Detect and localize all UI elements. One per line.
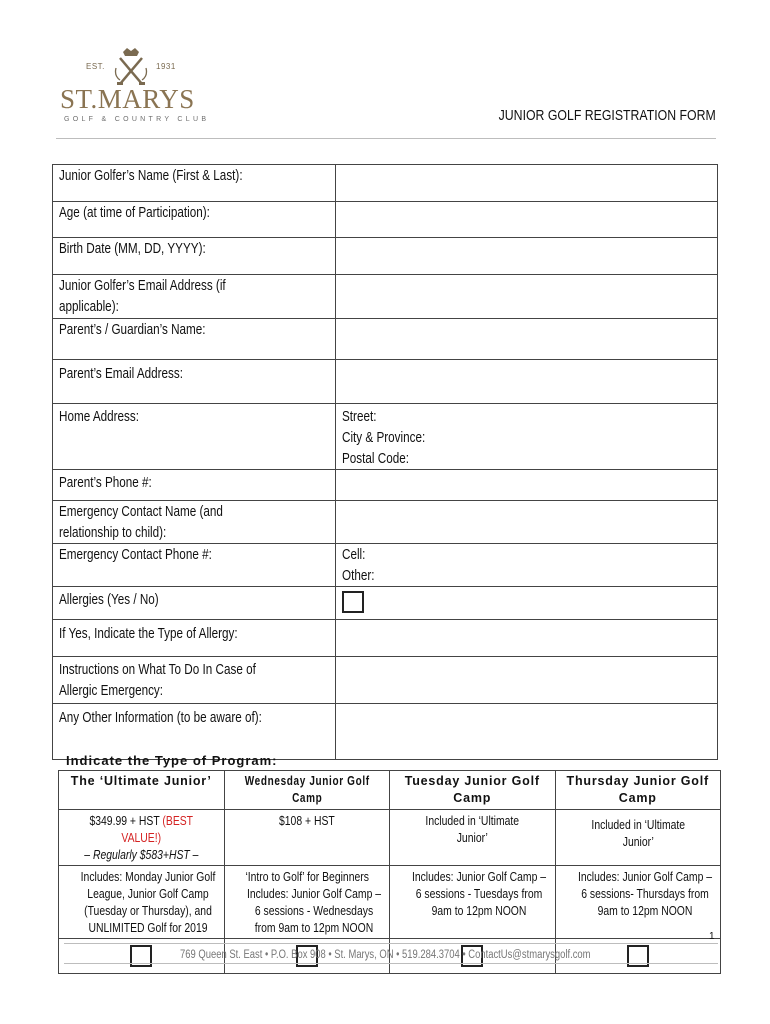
- best-value-label: (BEST VALUE!): [121, 813, 194, 845]
- table-row: [53, 319, 718, 360]
- field-label: Parent’s Phone #:: [53, 470, 336, 501]
- table-row: [53, 501, 718, 544]
- field-label: Birth Date (MM, DD, YYYY):: [53, 238, 336, 275]
- field-label: Junior Golfer’s Email Address (if applicable):: [53, 275, 336, 319]
- logo-name: ST.MARYS: [60, 84, 195, 114]
- field-label: Parent’s / Guardian’s Name:: [53, 319, 336, 360]
- other-info-input-cell[interactable]: [336, 704, 718, 760]
- program-desc-wednesday: ‘Intro to Golf’ for Beginners Includes: Junior Golf Camp – 6 sessions - Wednesdays from 9am to 12pm NOON: [224, 866, 390, 939]
- cell-label: Cell:: [342, 546, 366, 563]
- table-row: [53, 165, 718, 202]
- logo-subtitle: GOLF & COUNTRY CLUB: [64, 116, 210, 123]
- table-row: [59, 771, 721, 810]
- program-price-tuesday: Included in ‘Ultimate Junior’: [390, 810, 556, 866]
- parent-phone-input-cell[interactable]: [336, 470, 718, 501]
- field-label: Instructions on What To Do In Case of Allergic Emergency:: [53, 657, 336, 704]
- program-title-thursday: Thursday Junior Golf Camp: [555, 771, 721, 810]
- table-row: [53, 544, 718, 587]
- emergency-contact-name-input-cell[interactable]: [336, 501, 718, 544]
- guardian-name-input-cell[interactable]: [336, 319, 718, 360]
- field-label: Allergies (Yes / No): [53, 587, 336, 620]
- footer-divider-bottom: [64, 963, 718, 964]
- program-desc-thursday: Includes: Junior Golf Camp – 6 sessions- Thursdays from 9am to 12pm NOON: [555, 866, 721, 939]
- registration-table: [52, 164, 718, 760]
- table-row: [53, 238, 718, 275]
- club-logo: [60, 40, 210, 130]
- name-input-cell[interactable]: [336, 165, 718, 202]
- home-address-input-cell[interactable]: [336, 404, 718, 470]
- other-label: Other:: [342, 567, 375, 584]
- table-row: [59, 866, 721, 939]
- field-label: Parent’s Email Address:: [53, 360, 336, 404]
- table-row: [53, 404, 718, 470]
- program-heading: Indicate the Type of Program:: [66, 753, 278, 768]
- title-divider: [56, 138, 716, 139]
- table-row: [53, 587, 718, 620]
- street-label: Street:: [342, 408, 377, 425]
- regular-price: – Regularly $583+HST –: [84, 847, 199, 862]
- program-desc-ultimate: Includes: Monday Junior Golf League, Junior Golf Camp (Tuesday or Thursday), and UNLIMITED Golf for 2019: [59, 866, 225, 939]
- age-input-cell[interactable]: [336, 202, 718, 238]
- field-label: Age (at time of Participation):: [53, 202, 336, 238]
- field-label: Emergency Contact Phone #:: [53, 544, 336, 587]
- field-label: Emergency Contact Name (and relationship to child):: [53, 501, 336, 544]
- field-label: Home Address:: [53, 404, 336, 470]
- logo-est: EST.: [86, 62, 105, 71]
- table-row: [53, 470, 718, 501]
- city-province-label: City & Province:: [342, 429, 426, 446]
- page-number: 1: [709, 931, 715, 942]
- postal-code-label: Postal Code:: [342, 450, 409, 467]
- allergy-type-input-cell[interactable]: [336, 620, 718, 657]
- program-price-ultimate: $349.99 + HST (BEST VALUE!) – Regularly $583+HST –: [59, 810, 225, 866]
- table-row: [53, 275, 718, 319]
- program-title-wednesday: Wednesday Junior Golf Camp: [224, 771, 390, 810]
- field-label: If Yes, Indicate the Type of Allergy:: [53, 620, 336, 657]
- table-row: [53, 202, 718, 238]
- program-title-ultimate: The ‘Ultimate Junior’: [59, 771, 225, 810]
- allergies-cell: [336, 587, 718, 620]
- allergies-checkbox[interactable]: [342, 591, 364, 613]
- junior-email-input-cell[interactable]: [336, 275, 718, 319]
- program-price-thursday: Included in ‘Ultimate Junior’: [555, 810, 721, 866]
- table-row: [53, 657, 718, 704]
- parent-email-input-cell[interactable]: [336, 360, 718, 404]
- logo-year: 1931: [156, 62, 176, 71]
- table-row: [53, 704, 718, 760]
- field-label: Junior Golfer’s Name (First & Last):: [53, 165, 336, 202]
- table-row: [59, 810, 721, 866]
- footer-contact: 769 Queen St. East • P.O. Box 908 • St. Marys, ON • 519.284.3704 • ContactUs@stmarysgolf.com: [179, 949, 591, 961]
- crossed-clubs-crest-icon: [114, 46, 148, 86]
- form-title: JUNIOR GOLF REGISTRATION FORM: [498, 107, 716, 124]
- program-title-tuesday: Tuesday Junior Golf Camp: [390, 771, 556, 810]
- allergy-instructions-input-cell[interactable]: [336, 657, 718, 704]
- table-row: [53, 360, 718, 404]
- table-row: [53, 620, 718, 657]
- program-price-wednesday: $108 + HST: [224, 810, 390, 866]
- field-label: Any Other Information (to be aware of):: [53, 704, 336, 760]
- footer-divider: [64, 943, 718, 944]
- emergency-phone-input-cell[interactable]: [336, 544, 718, 587]
- birth-date-input-cell[interactable]: [336, 238, 718, 275]
- program-desc-tuesday: Includes: Junior Golf Camp – 6 sessions - Tuesdays from 9am to 12pm NOON: [390, 866, 556, 939]
